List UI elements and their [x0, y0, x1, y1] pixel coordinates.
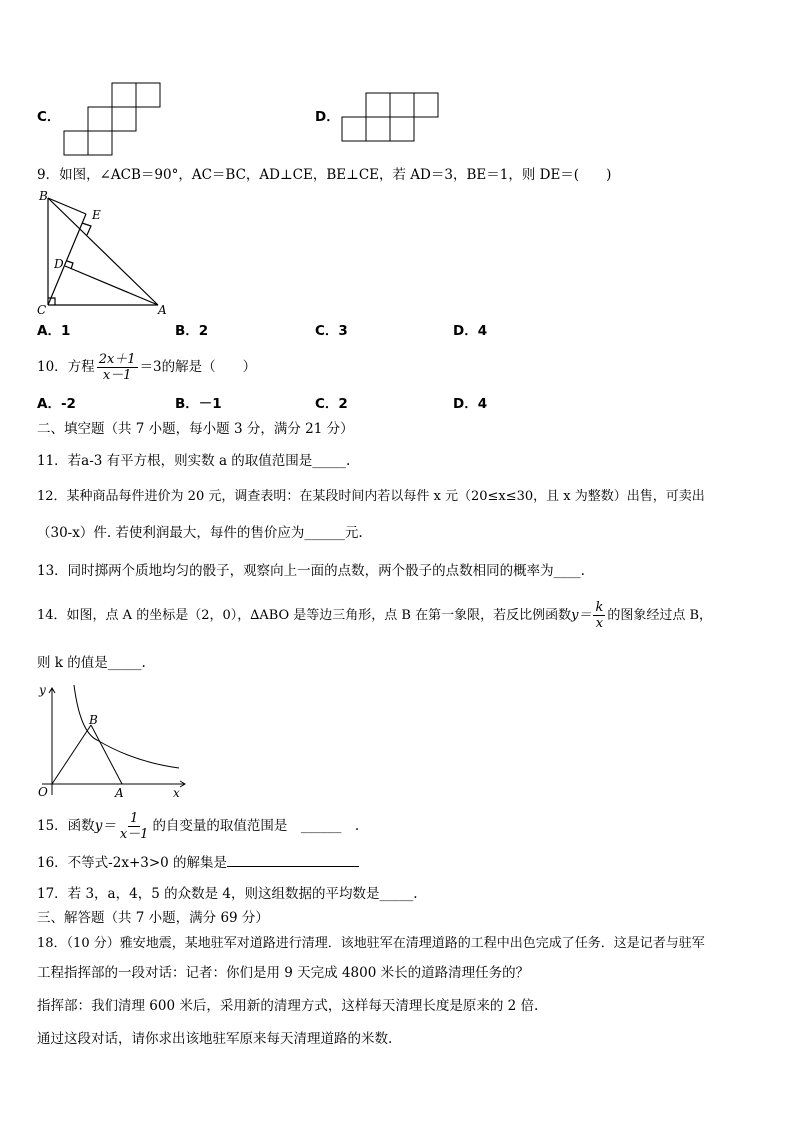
q14-graph-figure	[34, 680, 189, 802]
section-3-title: 三、解答题（共 7 小题，满分 69 分）	[37, 910, 269, 926]
q14-line-1b: 的图象经过点 B，	[607, 608, 713, 623]
q10-option-c: C．2	[315, 396, 348, 412]
q10-stem	[37, 348, 256, 386]
q14-line-1a: 14．如图，点 A 的坐标是（2，0），∆ABO 是等边三角形，点 B 在第一象限，若反比例函数	[37, 608, 572, 623]
q14-line-1	[37, 597, 712, 635]
q10-fraction	[97, 352, 138, 383]
q13-text: 13．同时掷两个质地均匀的骰子，观察向上一面的点数，两个骰子的点数相同的概率为____.	[37, 563, 585, 579]
q15-stem	[37, 807, 359, 845]
q9-triangle-figure	[36, 188, 171, 318]
q10-equals: ＝3	[139, 359, 162, 375]
q14-label-y: y	[39, 683, 46, 697]
q12-line-1: 12．某种商品每件进价为 20 元，调查表明：在某段时间内若以每件 x 元（20≤x≤30，且 x 为整数）出售，可卖出	[37, 489, 705, 504]
q14-label-a: A	[115, 786, 124, 800]
q15-fraction	[118, 811, 151, 842]
cube-net-c-figure	[62, 82, 162, 157]
q18-line-4: 通过这段对话，请你求出该地驻军原来每天清理道路的米数.	[37, 1031, 393, 1047]
q9-label-d: D	[54, 257, 64, 271]
q15-numerator: 1	[129, 811, 139, 826]
q18-line-2: 工程指挥部的一段对话：记者：你们是用 9 天完成 4800 米长的道路清理任务的？	[37, 965, 530, 981]
q18-line-3: 指挥部：我们清理 600 米后，采用新的清理方式，这样每天清理长度是原来的 2 倍.	[37, 998, 539, 1014]
q9-option-a: A．1	[37, 323, 71, 339]
q15-suffix: 的自变量的取值范围是 ______ .	[152, 818, 360, 834]
q15-prefix: 15．函数	[37, 818, 95, 834]
q9-option-b: B．2	[175, 323, 209, 339]
q9-stem: 9．如图，∠ACB＝90°，AC＝BC，AD⊥CE，BE⊥CE，若 AD＝3，BE＝1，则 DE＝( )	[37, 167, 612, 183]
q14-denominator: x	[595, 616, 604, 631]
q16-answer-blank	[227, 853, 359, 867]
q11-text: 11．若a-3 有平方根，则实数 a 的取值范围是_____.	[37, 453, 351, 469]
q16-text: 16．不等式-2x+3>0 的解集是	[37, 855, 228, 871]
q10-numerator: 2x＋1	[98, 352, 136, 367]
q9-option-d: D．4	[453, 323, 488, 339]
q14-numerator: k	[595, 600, 604, 615]
q10-suffix: 的解是（ ）	[161, 359, 257, 375]
q14-fraction	[593, 600, 605, 631]
q14-line-2: 则 k 的值是_____.	[37, 655, 146, 671]
q15-func-y: y＝	[94, 818, 116, 834]
q10-option-d: D．4	[453, 396, 488, 412]
q12-line-2: （30-x）件. 若使利润最大，每件的售价应为______元.	[37, 525, 363, 541]
q9-option-c: C．3	[315, 323, 348, 339]
q9-label-e: E	[92, 208, 101, 222]
q10-option-b: B．－1	[175, 396, 222, 412]
q9-label-a: A	[158, 303, 167, 317]
q14-label-o: O	[38, 785, 48, 799]
q17-text: 17．若 3，a，4，5 的众数是 4，则这组数据的平均数是_____.	[37, 886, 418, 902]
section-2-title: 二、填空题（共 7 小题，每小题 3 分，满分 21 分）	[37, 421, 354, 437]
q18-line-1: 18．（10 分）雅安地震，某地驻军对道路进行清理．该地驻军在清理道路的工程中出色完成了任务．这是记者与驻军	[37, 936, 705, 951]
cube-net-d-figure	[340, 92, 440, 144]
q10-denominator: x－1	[102, 368, 132, 383]
q14-label-b: B	[89, 713, 98, 727]
q14-label-x: x	[173, 786, 180, 800]
q14-func-y: y＝	[571, 608, 592, 623]
option-c-label: C．	[37, 109, 61, 125]
q9-label-c: C	[37, 303, 47, 317]
q10-option-a: A．-2	[37, 396, 76, 412]
q16-line	[37, 853, 359, 872]
option-d-label: D．	[315, 109, 340, 125]
q10-prefix: 10．方程	[37, 359, 95, 375]
q9-label-b: B	[39, 189, 48, 203]
q15-denominator: x－1	[119, 827, 149, 842]
